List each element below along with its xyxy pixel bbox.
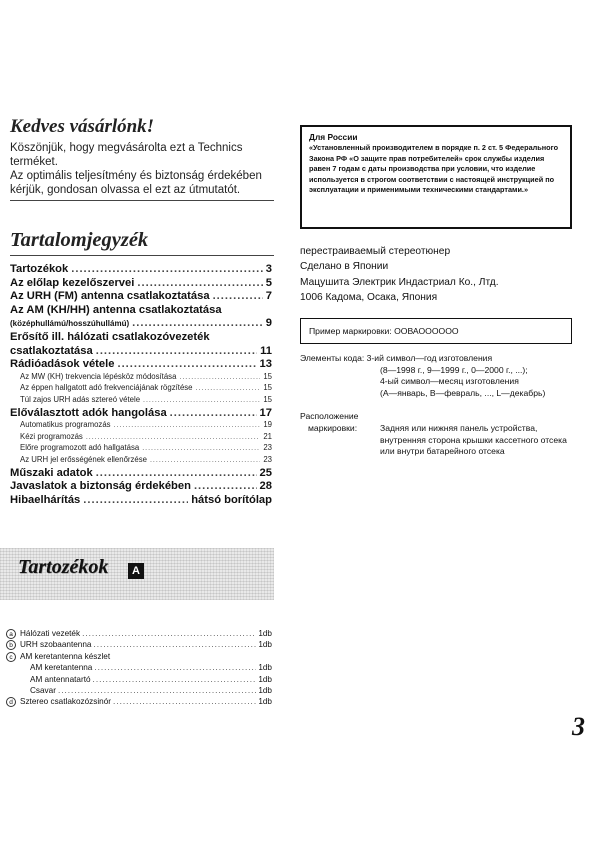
toc-entry [10, 455, 272, 467]
dot-leader [137, 277, 262, 291]
info-line: Мацушита Электрик Индастриал Ко., Лтд. [300, 276, 499, 288]
toc-entry-label: (középhullámú/hosszúhullámú) [10, 319, 130, 329]
toc-entry-label: Túl zajos URH adás sztereó vétele [20, 394, 141, 404]
toc-entry-label: Az MW (KH) trekvencia lépésköz módosítása [20, 371, 177, 381]
toc-page-number: hátsó borítólap [191, 493, 272, 506]
toc-entry-label: Az előlap kezelőszervei [10, 276, 135, 289]
manufacturer-info [300, 244, 499, 306]
item-letter-marker: d [6, 697, 16, 707]
dot-leader [58, 685, 256, 696]
marking-example: Пример маркировки: ООВАОООООО [309, 326, 459, 336]
dot-leader [142, 444, 260, 455]
accessory-label: URH szobaantenna [20, 640, 92, 650]
russia-notice-title: Для России [309, 132, 358, 142]
location-key: маркировки: [308, 422, 358, 433]
toc-page-number: 9 [265, 317, 272, 330]
code-value: (А—январь, В—февраль, ..., L—декабрь) [380, 387, 546, 398]
toc-entry [10, 480, 272, 494]
dot-leader [82, 628, 256, 639]
greeting-body [10, 141, 272, 197]
dot-leader [96, 345, 257, 359]
code-value: (8—1998 г., 9—1999 г., 0—2000 г., ...); [380, 364, 528, 375]
dot-leader [194, 480, 257, 494]
toc-entry [10, 317, 272, 331]
code-row [300, 388, 580, 400]
toc-entry [10, 372, 272, 384]
toc-entry [10, 420, 272, 432]
toc-entry-label: Az éppen hallgatott adó frekvenciájának rögzítése [20, 383, 193, 393]
toc-entry [10, 290, 272, 304]
toc-title: Tartalomjegyzék [10, 229, 149, 251]
dot-leader [117, 358, 256, 372]
toc-page-number: 21 [263, 431, 272, 441]
greeting-paragraph: Köszönjük, hogy megvásárolta ezt a Technics terméket. [10, 142, 243, 168]
item-letter-marker: c [6, 652, 16, 662]
toc-page-number: 19 [263, 420, 272, 430]
toc-page-number: 7 [265, 290, 272, 303]
accessory-item [6, 696, 272, 707]
toc-entry [10, 407, 272, 421]
toc-page-number: 5 [265, 276, 272, 289]
accessory-item [6, 651, 272, 662]
toc-entry [10, 277, 272, 291]
toc-entry-label: Kézi programozás [20, 431, 83, 441]
info-line: 1006 Кадома, Осака, Япония [300, 292, 438, 304]
toc-entry [10, 432, 272, 444]
accessory-quantity: 1db [258, 674, 272, 684]
toc-page-number: 15 [263, 383, 272, 393]
accessories-title: Tartozékok [18, 556, 109, 578]
toc-entry [10, 345, 272, 359]
toc-entry [10, 358, 272, 372]
toc-entry-label: Erősítő ill. hálózati csatlakozóvezeték [10, 330, 210, 343]
toc-entry-label: Tartozékok [10, 263, 69, 275]
accessory-label: AM keretantenna készlet [20, 651, 111, 661]
russia-notice-text: «Установленный производителем в порядке п. 2 ст. 5 Федерального Закона РФ «О защите прав потребителей» срок службы изделия равен 7 годам с даты производства при условии, что изделие используется в строгом соответствии с настоящей инструкцией по эксплуатации и применимыми техническими стандартами.» [309, 143, 559, 195]
table-of-contents [10, 263, 272, 507]
accessory-quantity: 1db [258, 697, 272, 707]
dot-leader [113, 696, 256, 707]
greeting-title: Kedves vásárlónk! [10, 116, 155, 137]
toc-page-number: 15 [263, 371, 272, 381]
toc-entry-label: Az URH (FM) antenna csatlakoztatása [10, 290, 210, 303]
toc-entry [10, 395, 272, 407]
dot-leader [86, 433, 260, 444]
toc-page-number: 13 [259, 358, 272, 371]
location-value: Задняя или нижняя панель устройства, внутренняя сторона крышки кассетного отсека или внутри батарейного отсека [380, 422, 567, 457]
section-divider [10, 200, 274, 201]
toc-entry-label: Hibaelhárítás [10, 493, 81, 506]
toc-entry-label: Az URH jel erősségének ellenőrzése [20, 454, 147, 464]
accessories-list [6, 628, 272, 708]
info-line: Сделано в Японии [300, 261, 389, 273]
accessory-label: AM keretantenna [30, 663, 93, 673]
dot-leader [143, 396, 260, 407]
marking-example-box [300, 318, 572, 344]
accessory-item [6, 662, 272, 673]
code-value: 4-ый символ—месяц изготовления [380, 376, 519, 387]
dot-leader [114, 421, 261, 432]
accessory-label: Hálózati vezeték [20, 629, 81, 638]
code-legend [300, 353, 580, 458]
toc-entry-label: Automatikus programozás [20, 420, 111, 430]
code-row [300, 365, 580, 377]
greeting-paragraph: Az optimális teljesítmény és biztonság érdekében kérjük, gondosan olvassa el ezt az útmutatót. [10, 170, 262, 196]
toc-entry-label: Javaslatok a biztonság érdekében [10, 480, 191, 493]
info-line: перестраиваемый стереотюнер [300, 246, 451, 257]
location-row [300, 423, 580, 458]
dot-leader [93, 639, 256, 650]
code-row [300, 376, 580, 388]
dot-leader [93, 674, 257, 685]
accessory-item [6, 628, 272, 639]
dot-leader [213, 290, 263, 304]
item-letter-marker: b [6, 640, 16, 650]
page-number: 3 [572, 712, 585, 741]
dot-leader [94, 662, 256, 673]
accessory-label: AM antennatartó [30, 674, 91, 684]
code-key: Элементы кода: [300, 353, 365, 363]
section-divider [10, 255, 274, 256]
toc-page-number: 23 [263, 454, 272, 464]
toc-entry-label: Az AM (KH/HH) antenna csatlakoztatása [10, 303, 222, 316]
accessory-item [6, 674, 272, 685]
dot-leader [83, 494, 188, 508]
toc-entry [10, 494, 272, 508]
toc-entry-label: csatlakoztatása [10, 344, 93, 357]
accessory-quantity: 1db [258, 686, 272, 696]
accessory-item [6, 685, 272, 696]
accessory-quantity: 1db [258, 629, 272, 638]
toc-entry [10, 263, 272, 277]
toc-page-number: 25 [259, 466, 272, 479]
code-value: 3-ий символ—год изготовления [366, 353, 493, 363]
toc-page-number: 15 [263, 394, 272, 404]
location-label: Расположение [300, 411, 359, 422]
toc-page-number: 23 [263, 443, 272, 453]
toc-entry [10, 467, 272, 481]
toc-entry [10, 443, 272, 455]
toc-page-number: 28 [259, 480, 272, 493]
dot-leader [96, 467, 257, 481]
toc-page-number: 11 [260, 344, 272, 357]
toc-page-number: 17 [259, 406, 272, 419]
dot-leader [71, 263, 263, 277]
dot-leader [170, 407, 257, 421]
section-badge: A [128, 563, 144, 579]
toc-entry [10, 383, 272, 395]
toc-entry-label: Előre programozott adó hallgatása [20, 443, 140, 453]
toc-entry-label: Műszaki adatok [10, 466, 93, 479]
dot-leader [196, 384, 261, 395]
accessory-quantity: 1db [258, 663, 272, 673]
item-letter-marker: a [6, 629, 16, 639]
accessory-label: Csavar [30, 686, 56, 696]
accessory-label: Sztereo csatlakozózsinór [20, 697, 112, 707]
toc-entry-label: Rádióadások vétele [10, 358, 115, 371]
russia-notice-box [300, 125, 572, 229]
toc-page-number: 3 [265, 263, 272, 275]
dot-leader [132, 317, 263, 331]
dot-leader [179, 373, 260, 384]
code-row [300, 353, 580, 365]
accessory-quantity: 1db [258, 640, 272, 650]
dot-leader [150, 456, 260, 467]
toc-entry-label: Előválasztott adók hangolása [10, 406, 167, 419]
accessory-item [6, 639, 272, 650]
